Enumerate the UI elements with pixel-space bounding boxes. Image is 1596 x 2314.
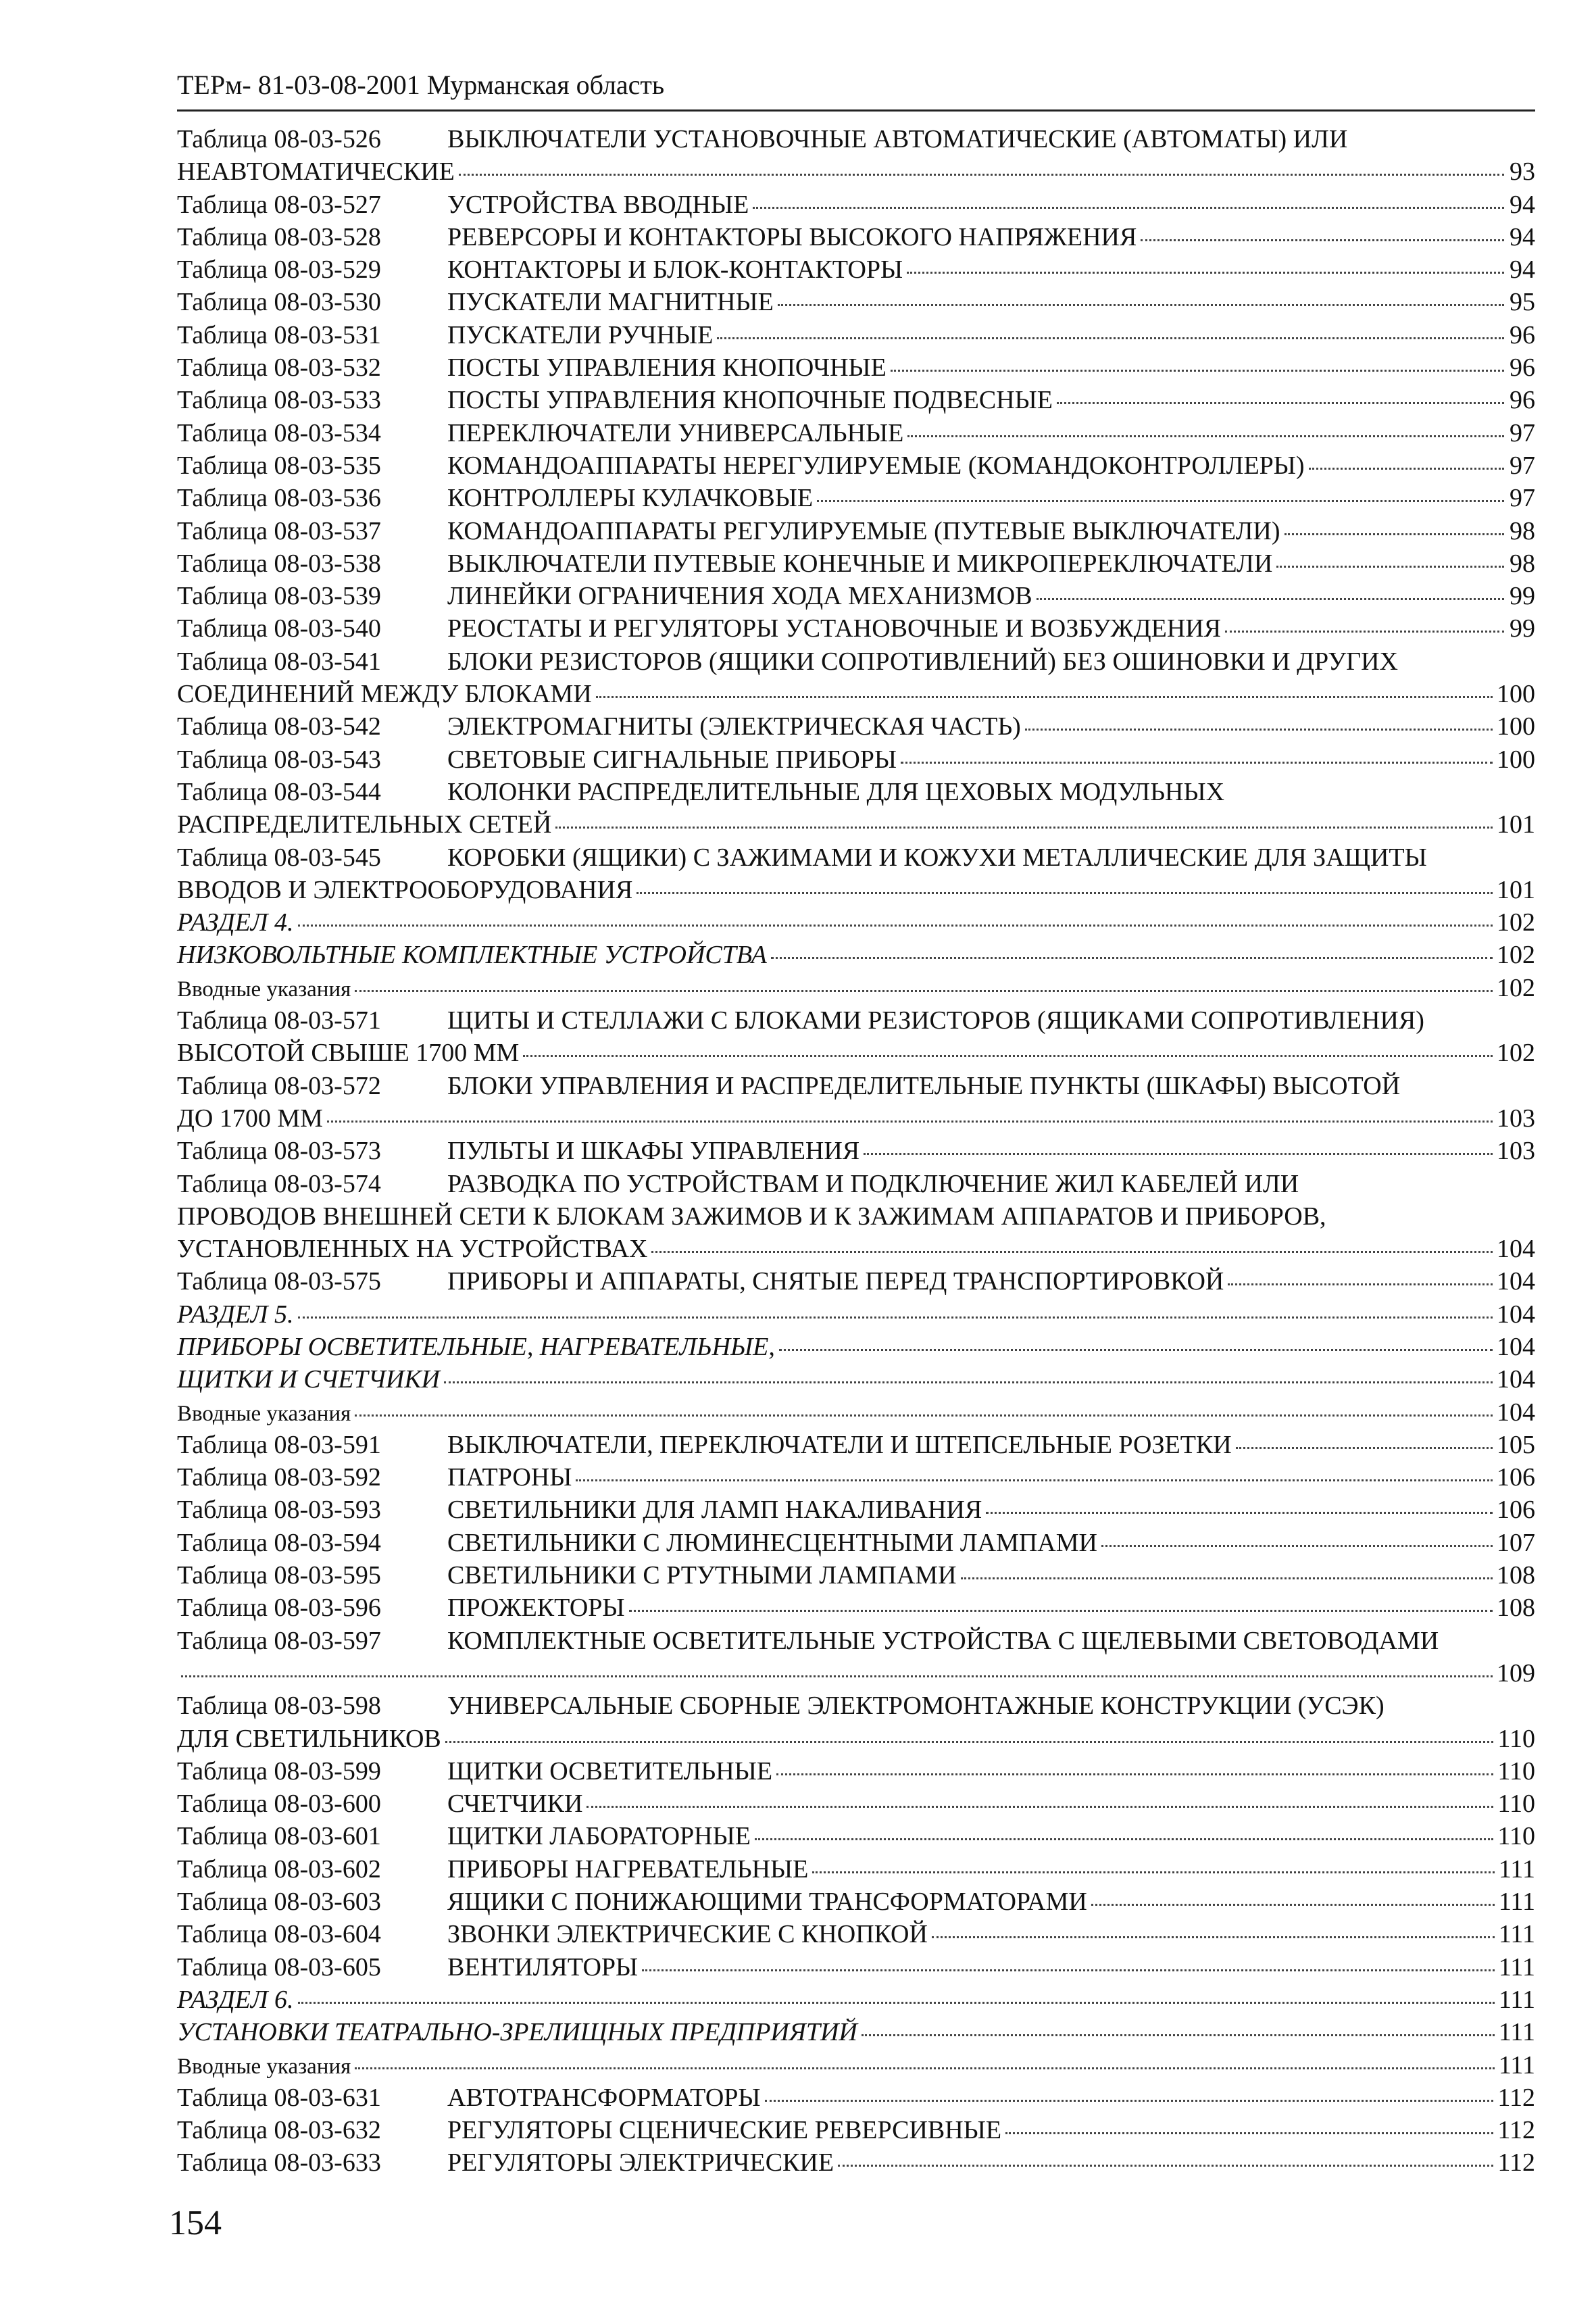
toc-entry[interactable] xyxy=(177,417,1535,449)
toc-page-number: 104 xyxy=(1497,1267,1535,1296)
toc-entry-title: ПОСТЫ УПРАВЛЕНИЯ КНОПОЧНЫЕ xyxy=(447,353,887,383)
dot-leader xyxy=(576,1479,1493,1481)
toc-entry-label: Таблица 08-03-537 xyxy=(177,516,381,545)
toc-page-number: 104 xyxy=(1497,1332,1535,1361)
toc-entry-label: Таблица 08-03-571 xyxy=(177,1006,381,1035)
toc-entry-continuation xyxy=(177,678,1535,710)
toc-entry-title: ПРОЖЕКТОРЫ xyxy=(447,1594,625,1623)
toc-entry-title: КОРОБКИ (ЯЩИКИ) С ЗАЖИМАМИ И КОЖУХИ МЕТАЛЛИЧЕСКИЕ ДЛЯ ЗАЩИТЫ xyxy=(447,843,1427,872)
toc-page-number: 103 xyxy=(1497,1104,1535,1133)
dot-leader xyxy=(776,1773,1493,1775)
toc-entry-title: ЭЛЕКТРОМАГНИТЫ (ЭЛЕКТРИЧЕСКАЯ ЧАСТЬ) xyxy=(447,712,1021,741)
toc-page-number: 100 xyxy=(1497,680,1535,709)
toc-entry-title: РЕВЕРСОРЫ И КОНТАКТОРЫ ВЫСОКОГО НАПРЯЖЕНИЯ xyxy=(447,222,1137,251)
toc-page-number: 96 xyxy=(1510,320,1535,349)
dot-leader xyxy=(459,174,1504,176)
dot-leader xyxy=(444,1381,1493,1383)
toc-page-number: 104 xyxy=(1497,1398,1535,1427)
dot-leader xyxy=(1228,1283,1493,1285)
toc-entry-label: Таблица 08-03-603 xyxy=(177,1888,381,1917)
toc-entry[interactable] xyxy=(177,2016,1535,2048)
toc-entry-title: ВЕНТИЛЯТОРЫ xyxy=(447,1952,639,1981)
toc-page-number: 95 xyxy=(1510,288,1535,317)
dot-leader xyxy=(932,1936,1495,1938)
dot-leader xyxy=(1236,1447,1493,1449)
dot-leader xyxy=(862,2034,1495,2036)
toc-page-number: 97 xyxy=(1510,484,1535,513)
dot-leader xyxy=(817,500,1504,502)
dot-leader xyxy=(596,696,1493,698)
toc-entry[interactable] xyxy=(177,1559,1535,1592)
toc-page-number: 111 xyxy=(1498,1952,1535,1981)
dot-leader xyxy=(642,1969,1495,1971)
toc-entry[interactable] xyxy=(177,776,1535,808)
toc-entry-title: РЕОСТАТЫ И РЕГУЛЯТОРЫ УСТАНОВОЧНЫЕ И ВОЗБУЖДЕНИЯ xyxy=(447,614,1222,643)
dot-leader xyxy=(181,1675,1493,1677)
toc-entry[interactable] xyxy=(177,1494,1535,1526)
toc-entry-title: ПУЛЬТЫ И ШКАФЫ УПРАВЛЕНИЯ xyxy=(447,1137,860,1166)
toc-entry-label: Таблица 08-03-530 xyxy=(177,288,381,317)
toc-entry[interactable] xyxy=(177,123,1535,155)
toc-entry[interactable] xyxy=(177,1755,1535,1788)
toc-page-number: 104 xyxy=(1497,1365,1535,1394)
toc-entry-title: РАЗВОДКА ПО УСТРОЙСТВАМ И ПОДКЛЮЧЕНИЕ ЖИЛ КАБЕЛЕЙ ИЛИ xyxy=(447,1169,1299,1198)
dot-leader xyxy=(298,2002,1495,2004)
document-title: ТЕРм- 81-03-08-2001 Мурманская область xyxy=(177,70,665,100)
toc-entry-label: Таблица 08-03-539 xyxy=(177,582,381,611)
toc-page-number: 112 xyxy=(1497,2083,1535,2112)
toc-entry-title: КОМАНДОАППАРАТЫ НЕРЕГУЛИРУЕМЫЕ (КОМАНДОКОНТРОЛЛЕРЫ) xyxy=(447,451,1305,480)
toc-page-number: 110 xyxy=(1497,1756,1535,1786)
toc-entry-title: ПУСКАТЕЛИ МАГНИТНЫЕ xyxy=(447,288,774,317)
toc-entry-title: ЗВОНКИ ЭЛЕКТРИЧЕСКИЕ С КНОПКОЙ xyxy=(447,1920,928,1949)
toc-entry[interactable] xyxy=(177,841,1535,874)
dot-leader xyxy=(555,827,1493,829)
toc-entry-label: Таблица 08-03-531 xyxy=(177,320,381,349)
dot-leader xyxy=(1276,566,1504,568)
toc-entry-continuation xyxy=(177,1723,1535,1755)
toc-entry[interactable] xyxy=(177,1135,1535,1167)
dot-leader xyxy=(298,925,1493,927)
toc-entry-continuation xyxy=(177,1657,1535,1690)
dot-leader xyxy=(1309,468,1504,470)
toc-page-number: 97 xyxy=(1510,418,1535,447)
dot-leader xyxy=(771,957,1493,959)
toc-entry-continuation xyxy=(177,1037,1535,1069)
page-header xyxy=(177,66,1535,112)
section-heading: ПРИБОРЫ ОСВЕТИТЕЛЬНЫЕ, НАГРЕВАТЕЛЬНЫЕ, xyxy=(177,1332,775,1361)
toc-page-number: 102 xyxy=(1497,941,1535,970)
toc-page-number: 100 xyxy=(1497,712,1535,741)
toc-page-number: 109 xyxy=(1497,1658,1535,1688)
dot-leader xyxy=(901,762,1493,764)
dot-leader xyxy=(717,337,1504,339)
toc-page-number: 108 xyxy=(1497,1561,1535,1590)
toc-page-number: 104 xyxy=(1497,1235,1535,1264)
toc-entry-label: Таблица 08-03-535 xyxy=(177,451,381,480)
toc-entry-label: Таблица 08-03-574 xyxy=(177,1169,381,1198)
dot-leader xyxy=(1225,631,1504,633)
toc-entry-label: Таблица 08-03-594 xyxy=(177,1528,381,1557)
toc-entry-title: СВЕТИЛЬНИКИ С РТУТНЫМИ ЛАМПАМИ xyxy=(447,1561,957,1590)
toc-entry-title: БЛОКИ УПРАВЛЕНИЯ И РАСПРЕДЕЛИТЕЛЬНЫЕ ПУНКТЫ (ШКАФЫ) ВЫСОТОЙ xyxy=(447,1071,1401,1100)
toc-entry-label: Таблица 08-03-591 xyxy=(177,1430,381,1459)
toc-page-number: 98 xyxy=(1510,516,1535,545)
toc-page-number: 97 xyxy=(1510,451,1535,480)
toc-page-number: 110 xyxy=(1497,1822,1535,1851)
toc-page-number: 105 xyxy=(1497,1430,1535,1459)
dot-leader xyxy=(445,1741,1494,1743)
toc-entry[interactable] xyxy=(177,449,1535,482)
toc-entry[interactable] xyxy=(177,384,1535,416)
toc-entry-title: ПРИБОРЫ НАГРЕВАТЕЛЬНЫЕ xyxy=(447,1854,809,1884)
toc-entry-label: Таблица 08-03-572 xyxy=(177,1071,381,1100)
toc-entry-title: ПУСКАТЕЛИ РУЧНЫЕ xyxy=(447,320,714,349)
dot-leader xyxy=(629,1610,1493,1612)
toc-entry[interactable] xyxy=(177,2082,1535,2114)
toc-entry[interactable] xyxy=(177,1918,1535,1950)
dot-leader xyxy=(753,207,1504,209)
toc-entry-title-continued: ВВОДОВ И ЭЛЕКТРООБОРУДОВАНИЯ xyxy=(177,875,633,904)
toc-entry[interactable] xyxy=(177,189,1535,221)
toc-page-number: 103 xyxy=(1497,1137,1535,1166)
toc-entry[interactable] xyxy=(177,515,1535,547)
toc-entry-label: Таблица 08-03-596 xyxy=(177,1594,381,1623)
toc-page-number: 106 xyxy=(1497,1496,1535,1525)
dot-leader xyxy=(523,1055,1493,1057)
toc-page-number: 111 xyxy=(1498,1920,1535,1949)
toc-entry-label: Таблица 08-03-604 xyxy=(177,1920,381,1949)
toc-entry[interactable] xyxy=(177,645,1535,678)
toc-entry-title: БЛОКИ РЕЗИСТОРОВ (ЯЩИКИ СОПРОТИВЛЕНИЙ) БЕЗ ОШИНОВКИ И ДРУГИХ xyxy=(447,647,1398,676)
toc-entry-title: ВЫКЛЮЧАТЕЛИ ПУТЕВЫЕ КОНЕЧНЫЕ И МИКРОПЕРЕКЛЮЧАТЕЛИ xyxy=(447,549,1273,578)
toc-entry-title: КОМПЛЕКТНЫЕ ОСВЕТИТЕЛЬНЫЕ УСТРОЙСТВА С ЩЕЛЕВЫМИ СВЕТОВОДАМИ xyxy=(447,1626,1439,1655)
toc-entry[interactable] xyxy=(177,1853,1535,1886)
dot-leader xyxy=(961,1577,1493,1579)
toc-entry[interactable] xyxy=(177,1984,1535,2016)
toc-entry-title: ЯЩИКИ С ПОНИЖАЮЩИМИ ТРАНСФОРМАТОРАМИ xyxy=(447,1888,1087,1917)
toc-entry-title: ПОСТЫ УПРАВЛЕНИЯ КНОПОЧНЫЕ ПОДВЕСНЫЕ xyxy=(447,386,1053,415)
toc-entry-continuation xyxy=(177,1102,1535,1135)
toc-entry[interactable] xyxy=(177,2114,1535,2146)
toc-entry-title-continued: РАСПРЕДЕЛИТЕЛЬНЫХ СЕТЕЙ xyxy=(177,810,552,839)
toc-entry-title: СВЕТИЛЬНИКИ ДЛЯ ЛАМП НАКАЛИВАНИЯ xyxy=(447,1496,982,1525)
toc-entry[interactable] xyxy=(177,319,1535,351)
toc-entry-title: КОНТРОЛЛЕРЫ КУЛАЧКОВЫЕ xyxy=(447,484,814,513)
toc-entry[interactable] xyxy=(177,1429,1535,1461)
toc-page-number: 106 xyxy=(1497,1463,1535,1492)
toc-entry[interactable] xyxy=(177,1527,1535,1559)
dot-leader xyxy=(355,1414,1493,1417)
dot-leader xyxy=(298,1316,1493,1319)
toc-entry-label: Таблица 08-03-595 xyxy=(177,1561,381,1590)
toc-entry-title: РЕГУЛЯТОРЫ ЭЛЕКТРИЧЕСКИЕ xyxy=(447,2148,834,2177)
toc-entry-title: СЧЕТЧИКИ xyxy=(447,1790,583,1819)
toc-entry-title: ПЕРЕКЛЮЧАТЕЛИ УНИВЕРСАЛЬНЫЕ xyxy=(447,418,904,447)
toc-page-number: 108 xyxy=(1497,1594,1535,1623)
toc-entry[interactable] xyxy=(177,1461,1535,1494)
toc-entry-label: Таблица 08-03-545 xyxy=(177,843,381,872)
toc-entry-continuation xyxy=(177,874,1535,906)
toc-page-number: 99 xyxy=(1510,614,1535,643)
toc-entry-title: КОНТАКТОРЫ И БЛОК-КОНТАКТОРЫ xyxy=(447,255,903,285)
page-number: 154 xyxy=(169,2204,222,2242)
toc-page-number: 94 xyxy=(1510,255,1535,285)
toc-entry[interactable] xyxy=(177,1168,1535,1200)
toc-entry-title: ЩИТКИ ОСВЕТИТЕЛЬНЫЕ xyxy=(447,1756,773,1786)
toc-entry[interactable] xyxy=(177,743,1535,776)
section-heading: РАЗДЕЛ 5. xyxy=(177,1300,294,1329)
dot-leader xyxy=(755,1838,1493,1840)
toc-entry[interactable] xyxy=(177,1592,1535,1624)
toc-entry-label: Таблица 08-03-599 xyxy=(177,1756,381,1786)
toc-entry-label: Таблица 08-03-592 xyxy=(177,1463,381,1492)
toc-page-number: 111 xyxy=(1498,2018,1535,2047)
dot-leader xyxy=(779,1349,1493,1351)
toc-entry-title: СВЕТИЛЬНИКИ С ЛЮМИНЕСЦЕНТНЫМИ ЛАМПАМИ xyxy=(447,1528,1097,1557)
toc-entry-label: Таблица 08-03-538 xyxy=(177,549,381,578)
toc-entry-continuation xyxy=(177,1233,1535,1265)
toc-entry-title-continued: СОЕДИНЕНИЙ МЕЖДУ БЛОКАМИ xyxy=(177,680,592,709)
toc-entry[interactable] xyxy=(177,1951,1535,1984)
toc-entry-label: Таблица 08-03-593 xyxy=(177,1496,381,1525)
dot-leader xyxy=(355,2067,1495,2069)
intro-notes-label: Вводные указания xyxy=(177,977,351,1002)
toc-entry-title: ЩИТКИ ЛАБОРАТОРНЫЕ xyxy=(447,1822,751,1851)
dot-leader xyxy=(1057,402,1504,404)
dot-leader xyxy=(891,370,1504,372)
toc-page-number: 101 xyxy=(1497,875,1535,904)
dot-leader xyxy=(907,435,1504,437)
section-heading: РАЗДЕЛ 6. xyxy=(177,1985,294,2014)
toc-entry[interactable] xyxy=(177,1298,1535,1331)
toc-entry-title: ЩИТЫ И СТЕЛЛАЖИ С БЛОКАМИ РЕЗИСТОРОВ (ЯЩИКАМИ СОПРОТИВЛЕНИЯ) xyxy=(447,1006,1424,1035)
section-heading: ЩИТКИ И СЧЕТЧИКИ xyxy=(177,1365,440,1394)
dot-leader xyxy=(986,1512,1493,1514)
intro-notes-label: Вводные указания xyxy=(177,2054,351,2079)
toc-entry[interactable] xyxy=(177,2049,1535,2082)
toc-entry-title: ВЫКЛЮЧАТЕЛИ УСТАНОВОЧНЫЕ АВТОМАТИЧЕСКИЕ (АВТОМАТЫ) ИЛИ xyxy=(447,125,1348,153)
toc-entry[interactable] xyxy=(177,1625,1535,1657)
toc-page-number: 107 xyxy=(1497,1528,1535,1557)
toc-page-number: 111 xyxy=(1498,1888,1535,1917)
toc-entry[interactable] xyxy=(177,286,1535,318)
toc-page-number: 104 xyxy=(1497,1300,1535,1329)
dot-leader xyxy=(1025,729,1493,731)
toc-entry-label: Таблица 08-03-526 xyxy=(177,125,381,153)
toc-page-number: 111 xyxy=(1498,1854,1535,1884)
toc-entry-title: СВЕТОВЫЕ СИГНАЛЬНЫЕ ПРИБОРЫ xyxy=(447,745,897,774)
toc-entry-label: Таблица 08-03-633 xyxy=(177,2148,381,2177)
toc-entry[interactable] xyxy=(177,547,1535,580)
toc-page-number: 110 xyxy=(1497,1790,1535,1819)
toc-entry[interactable] xyxy=(177,1690,1535,1722)
toc-page-number: 112 xyxy=(1497,2116,1535,2145)
dot-leader xyxy=(587,1806,1493,1808)
toc-entry-label: Таблица 08-03-536 xyxy=(177,484,381,513)
toc-entry-label: Таблица 08-03-601 xyxy=(177,1822,381,1851)
toc-page-number: 112 xyxy=(1497,2148,1535,2177)
toc-entry-title-continued: УСТАНОВЛЕННЫХ НА УСТРОЙСТВАХ xyxy=(177,1235,648,1264)
toc-entry[interactable] xyxy=(177,1265,1535,1298)
toc-entry-label: Таблица 08-03-529 xyxy=(177,255,381,285)
toc-entry-title: КОЛОНКИ РАСПРЕДЕЛИТЕЛЬНЫЕ ДЛЯ ЦЕХОВЫХ МОДУЛЬНЫХ xyxy=(447,777,1225,806)
toc-entry-label: Таблица 08-03-575 xyxy=(177,1267,381,1296)
toc-page-number: 110 xyxy=(1497,1724,1535,1753)
toc-entry-label: Таблица 08-03-532 xyxy=(177,353,381,383)
dot-leader xyxy=(765,2100,1494,2102)
toc-entry-label: Таблица 08-03-534 xyxy=(177,418,381,447)
dot-leader xyxy=(1141,239,1504,241)
toc-entry-label: Таблица 08-03-543 xyxy=(177,745,381,774)
toc-entry[interactable] xyxy=(177,580,1535,612)
toc-page-number: 94 xyxy=(1510,190,1535,219)
dot-leader xyxy=(1037,598,1504,600)
toc-entry-label: Таблица 08-03-541 xyxy=(177,647,381,676)
dot-leader xyxy=(1091,1904,1495,1906)
toc-entry[interactable] xyxy=(177,1004,1535,1037)
dot-leader xyxy=(907,272,1504,274)
toc-page-number: 94 xyxy=(1510,222,1535,251)
section-heading: УСТАНОВКИ ТЕАТРАЛЬНО-ЗРЕЛИЩНЫХ ПРЕДПРИЯТИЙ xyxy=(177,2018,857,2047)
toc-entry-label: Таблица 08-03-533 xyxy=(177,386,381,415)
toc-entry[interactable] xyxy=(177,1331,1535,1363)
toc-page-number: 99 xyxy=(1510,582,1535,611)
dot-leader xyxy=(1285,533,1505,535)
toc-page-number: 102 xyxy=(1497,973,1535,1002)
toc-entry-title-continued: НЕАВТОМАТИЧЕСКИЕ xyxy=(177,157,455,187)
dot-leader xyxy=(812,1871,1494,1873)
toc-page-number: 100 xyxy=(1497,745,1535,774)
toc-page-number: 102 xyxy=(1497,1039,1535,1068)
toc-entry-label: Таблица 08-03-602 xyxy=(177,1854,381,1884)
toc-entry-label: Таблица 08-03-598 xyxy=(177,1692,381,1721)
toc-page-number: 96 xyxy=(1510,353,1535,383)
dot-leader xyxy=(651,1251,1493,1253)
toc-entry-continuation xyxy=(177,155,1535,188)
toc-entry-title: УНИВЕРСАЛЬНЫЕ СБОРНЫЕ ЭЛЕКТРОМОНТАЖНЫЕ КОНСТРУКЦИИ (УСЭК) xyxy=(447,1692,1385,1721)
toc-entry-title: КОМАНДОАППАРАТЫ РЕГУЛИРУЕМЫЕ (ПУТЕВЫЕ ВЫКЛЮЧАТЕЛИ) xyxy=(447,516,1280,545)
toc-entry-label: Таблица 08-03-605 xyxy=(177,1952,381,1981)
toc-page-number: 111 xyxy=(1498,2050,1535,2079)
toc-page-number: 98 xyxy=(1510,549,1535,578)
toc-entry[interactable] xyxy=(177,1070,1535,1102)
toc-entry[interactable] xyxy=(177,2146,1535,2179)
toc-page-number: 101 xyxy=(1497,810,1535,839)
dot-leader xyxy=(1101,1545,1493,1547)
toc-entry-title: ЛИНЕЙКИ ОГРАНИЧЕНИЯ ХОДА МЕХАНИЗМОВ xyxy=(447,582,1032,611)
toc-entry-title: УСТРОЙСТВА ВВОДНЫЕ xyxy=(447,190,749,219)
toc-entry[interactable] xyxy=(177,351,1535,384)
toc-entry[interactable] xyxy=(177,1788,1535,1820)
section-heading: РАЗДЕЛ 4. xyxy=(177,908,294,937)
toc-entry-label: Таблица 08-03-528 xyxy=(177,222,381,251)
toc-entry-label: Таблица 08-03-542 xyxy=(177,712,381,741)
toc-entry-label: Таблица 08-03-600 xyxy=(177,1790,381,1819)
section-heading: НИЗКОВОЛЬТНЫЕ КОМПЛЕКТНЫЕ УСТРОЙСТВА xyxy=(177,941,767,970)
intro-notes-label: Вводные указания xyxy=(177,1401,351,1426)
toc-entry[interactable] xyxy=(177,972,1535,1004)
toc-entry[interactable] xyxy=(177,939,1535,971)
toc-entry-title: ПАТРОНЫ xyxy=(447,1463,572,1492)
toc-entry-title-continued: ПРОВОДОВ ВНЕШНЕЙ СЕТИ К БЛОКАМ ЗАЖИМОВ И К ЗАЖИМАМ АППАРАТОВ И ПРИБОРОВ, xyxy=(177,1202,1326,1231)
toc-entry-label: Таблица 08-03-631 xyxy=(177,2083,381,2112)
toc-entry[interactable] xyxy=(177,906,1535,939)
toc-entry-label: Таблица 08-03-632 xyxy=(177,2116,381,2145)
toc-entry-title: РЕГУЛЯТОРЫ СЦЕНИЧЕСКИЕ РЕВЕРСИВНЫЕ xyxy=(447,2116,1002,2145)
toc-entry[interactable] xyxy=(177,253,1535,286)
dot-leader xyxy=(778,304,1504,306)
toc-page-number: 96 xyxy=(1510,386,1535,415)
toc-entry[interactable] xyxy=(177,1363,1535,1396)
toc-entry-title-continued: ВЫСОТОЙ СВЫШЕ 1700 ММ xyxy=(177,1039,520,1068)
toc-entry-title-continued: ДЛЯ СВЕТИЛЬНИКОВ xyxy=(177,1724,441,1753)
toc-entry-title: АВТОТРАНСФОРМАТОРЫ xyxy=(447,2083,761,2112)
toc-page-number: 102 xyxy=(1497,908,1535,937)
toc-entry-title-continued: ДО 1700 ММ xyxy=(177,1104,323,1133)
toc-page-number: 111 xyxy=(1498,1985,1535,2014)
toc-entry-continuation xyxy=(177,808,1535,841)
toc-entry-label: Таблица 08-03-544 xyxy=(177,777,381,806)
toc-entry[interactable] xyxy=(177,710,1535,743)
toc-entry[interactable] xyxy=(177,482,1535,514)
table-of-contents xyxy=(177,123,1535,2180)
dot-leader xyxy=(637,892,1493,894)
toc-entry[interactable] xyxy=(177,612,1535,645)
dot-leader xyxy=(355,990,1493,992)
toc-entry[interactable] xyxy=(177,221,1535,253)
toc-entry[interactable] xyxy=(177,1396,1535,1429)
toc-entry-title: ПРИБОРЫ И АППАРАТЫ, СНЯТЫЕ ПЕРЕД ТРАНСПОРТИРОВКОЙ xyxy=(447,1267,1224,1296)
toc-entry-label: Таблица 08-03-540 xyxy=(177,614,381,643)
toc-entry-title: ВЫКЛЮЧАТЕЛИ, ПЕРЕКЛЮЧАТЕЛИ И ШТЕПСЕЛЬНЫЕ РОЗЕТКИ xyxy=(447,1430,1232,1459)
toc-entry[interactable] xyxy=(177,1886,1535,1918)
dot-leader xyxy=(864,1153,1493,1155)
toc-entry-label: Таблица 08-03-527 xyxy=(177,190,381,219)
toc-entry-continuation xyxy=(177,1200,1535,1233)
dot-leader xyxy=(838,2165,1493,2167)
toc-entry-label: Таблица 08-03-573 xyxy=(177,1137,381,1166)
toc-page-number: 93 xyxy=(1510,157,1535,187)
dot-leader xyxy=(1005,2132,1493,2134)
toc-entry[interactable] xyxy=(177,1820,1535,1852)
toc-entry-label: Таблица 08-03-597 xyxy=(177,1626,381,1655)
dot-leader xyxy=(327,1121,1493,1123)
